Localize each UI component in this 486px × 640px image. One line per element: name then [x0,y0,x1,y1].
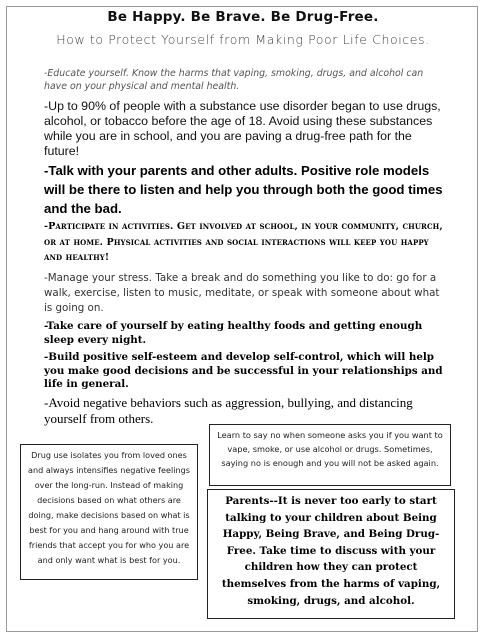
tip-manage-stress: -Manage your stress. Take a break and do something you like to do: go for a walk, exercise, listen to music, meditate, or speak with someone about what is going on. [44,272,440,314]
tip-substance-age: -Up to 90% of people with a substance use disorder began to use drugs, alcohol, or tobacco before the age of 18. Avoid using these substances while you are in school, and you are paving a drug-free path for the future! [44,99,441,158]
tip-educate: -Educate yourself. Know the harms that vaping, smoking, drugs, and alcohol can have on your physical and mental health. [44,68,424,92]
tip-avoid-negative: -Avoid negative behaviors such as aggression, bullying, and distancing yourself from others. [44,395,413,426]
tip-self-care: -Take care of yourself by eating healthy foods and getting enough sleep every night. [44,320,423,346]
callout-isolation: Drug use isolates you from loved ones and always intensifies negative feelings over the long-run. Instead of making decisions based on what others are doing, make decisions based on what is best for you and hang around with true friends that accept you for who you are and only want what is best for you. [20,444,198,580]
tip-participate: -Participate in activities. Get involved at school, in your community, church, or at home. Physical activities and social interactions will keep you happy and healthy! [44,221,443,263]
tip-self-esteem: -Build positive self-esteem and develop self-control, which will help you make good decisions and be successful in your relationships and life in general. [44,351,443,390]
page-title: Be Happy. Be Brave. Be Drug-Free. [107,9,379,25]
page-subtitle: How to Protect Yourself from Making Poor Life Choices. [56,32,430,47]
tip-talk-adults: -Talk with your parents and other adults. Positive role models will be there to listen and help you through both the good times and the bad. [44,163,443,216]
callout-parents: Parents--It is never too early to start talking to your children about Being Happy, Being Brave, and Being Drug-Free. Take time to discuss with your children how they can protect themselves from the harms of vaping, smoking, drugs, and alcohol. [207,489,455,619]
callout-say-no: Learn to say no when someone asks you if you want to vape, smoke, or use alcohol or drugs. Sometimes, saying no is enough and you will not be asked again. [209,424,451,486]
